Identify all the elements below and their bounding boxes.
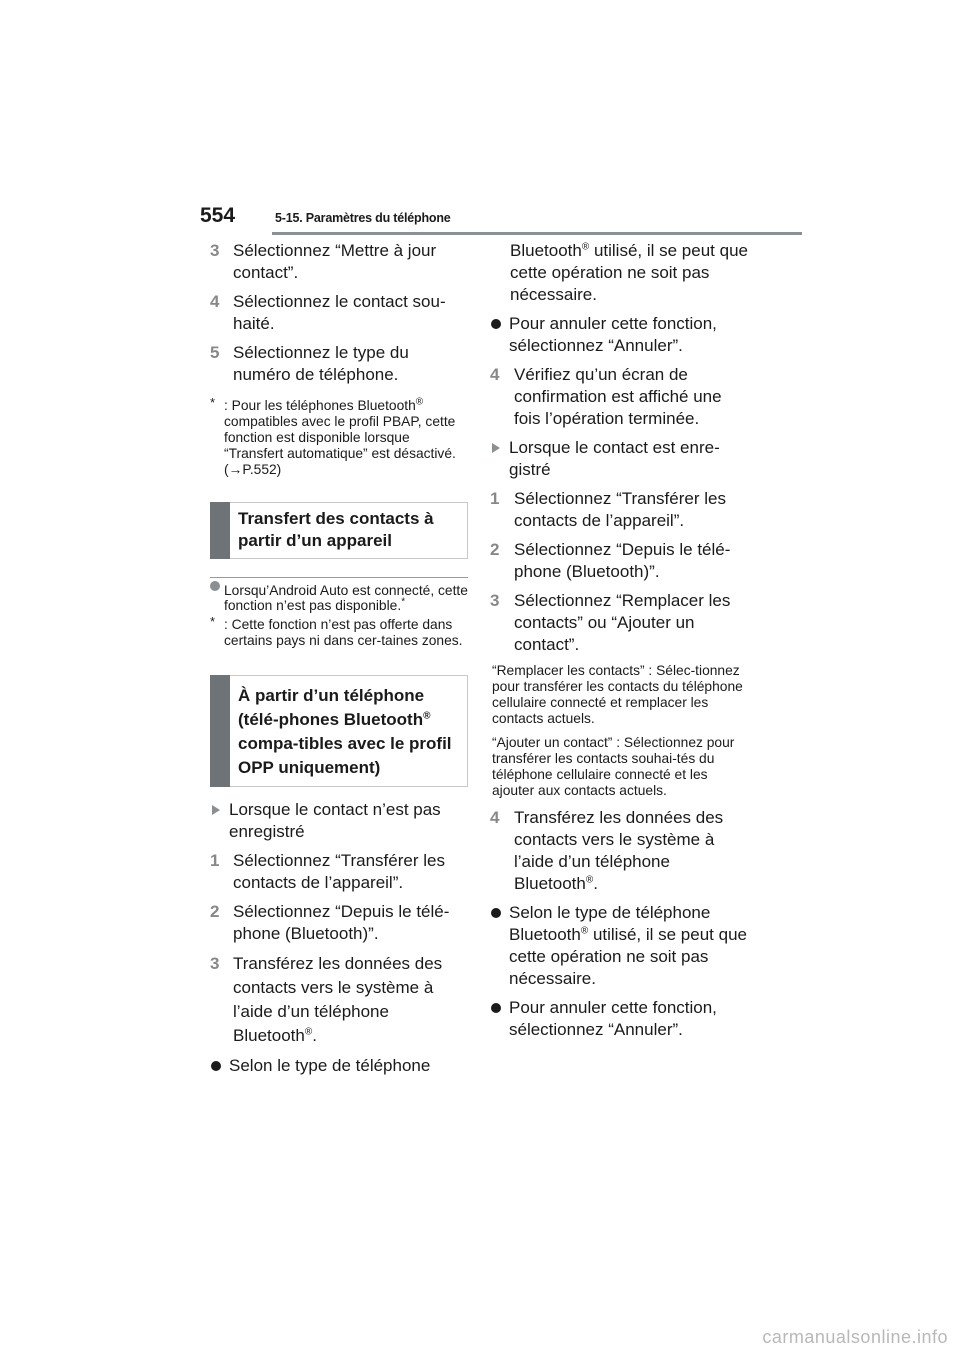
- step-3: [210, 240, 468, 284]
- bullet-text: Pour annuler cette fonction, sélectionnez “Annuler”.: [509, 314, 717, 355]
- continued-text-b: utilisé, il se peut que cette opération ne soit pas nécessaire.: [510, 241, 748, 304]
- step-2: [490, 539, 748, 583]
- page-number: 554: [200, 204, 236, 227]
- header-rule: [272, 232, 802, 235]
- section-heading-transfer: [210, 502, 468, 559]
- condition-not-registered: [210, 799, 468, 843]
- triangle-arrow-icon: [492, 443, 500, 453]
- heading-text: Transfert des contacts à partir d’un appareil: [238, 509, 434, 550]
- step-text: Sélectionnez “Depuis le télé-phone (Bluetooth)”.: [514, 540, 731, 581]
- step-number: 4: [490, 808, 500, 827]
- bullet-phone-type: [490, 902, 748, 990]
- step-number: 1: [490, 489, 500, 508]
- continued-text: [490, 240, 748, 306]
- step-number: 3: [210, 241, 220, 260]
- step-5: [210, 342, 468, 386]
- registered-icon: ®: [581, 241, 590, 253]
- condition-text: Lorsque le contact n’est pas enregistré: [229, 800, 441, 841]
- asterisk-icon: *: [210, 395, 216, 410]
- note-text: compatibles avec le profil PBAP, cette fonction est disponible lorsque “Transfert automatique” est désactivé. (→P.552): [224, 414, 456, 477]
- bullet-icon: [491, 1003, 501, 1013]
- asterisk-icon: *: [401, 596, 406, 608]
- bullet-text: Pour annuler cette fonction, sélectionnez “Annuler”.: [509, 998, 717, 1039]
- step-4: [210, 291, 468, 335]
- step-text: Transférez les données des contacts vers le système à l’aide d’un téléphone Bluetooth: [514, 808, 724, 893]
- step-text: Vérifiez qu’un écran de confirmation est affiché une fois l’opération terminée.: [514, 365, 722, 428]
- explanation-replace: “Remplacer les contacts” : Sélec-tionnez pour transférer les contacts du téléphone cellulaire connecté et remplacer les contacts actuels.: [492, 663, 743, 726]
- footnote-country: [210, 614, 468, 649]
- heading-text: À partir d’un téléphone (télé-phones Bluetooth: [238, 686, 425, 729]
- step-text: Sélectionnez le contact sou-haité.: [233, 292, 446, 333]
- bullet-icon: [491, 908, 501, 918]
- section-title: 5-15. Paramètres du téléphone: [275, 211, 451, 225]
- bullet-text: utilisé, il se peut que cette opération ne soit pas nécessaire.: [509, 925, 747, 988]
- explanation-add: “Ajouter un contact” : Sélectionnez pour transférer les contacts souhai-tés du téléphone cellulaire connecté et les ajouter aux contacts actuels.: [492, 735, 735, 798]
- asterisk-icon: *: [210, 614, 216, 629]
- step-text: Transférez les données des contacts vers le système à l’aide d’un téléphone Bluetooth: [233, 954, 443, 1045]
- step-4-transfer: 4 Transférez les données des contacts vers le système à l’aide d’un téléphone Bluetooth®.: [490, 808, 724, 893]
- step-number: 1: [210, 851, 220, 870]
- triangle-arrow-icon: [212, 805, 220, 815]
- info-text: Lorsqu’Android Auto est connecté, cette fonction n’est pas disponible.: [224, 583, 468, 613]
- step-number: 3: [490, 591, 500, 610]
- step-number: 5: [210, 343, 220, 362]
- continued-text-a: Bluetooth: [510, 241, 582, 260]
- registered-icon: ®: [585, 874, 594, 886]
- info-android-auto: [210, 577, 468, 613]
- step-text: Sélectionnez le type du numéro de téléphone.: [233, 343, 409, 384]
- step-4-confirm: [490, 364, 748, 430]
- step-number: 3: [210, 954, 220, 973]
- bullet-text: Selon le type de téléphone: [229, 1056, 431, 1075]
- heading-bar: [210, 502, 230, 559]
- right-column: [490, 240, 748, 1048]
- note-text: : Pour les téléphones Bluetooth: [224, 398, 416, 413]
- section-heading-opp: [210, 675, 468, 787]
- bullet-cancel: [490, 313, 748, 357]
- registered-icon: ®: [415, 396, 424, 408]
- step-text: Sélectionnez “Transférer les contacts de l’appareil”.: [233, 851, 445, 892]
- step-number: 2: [490, 540, 500, 559]
- heading-text: compa-tibles avec le profil OPP uniquement): [238, 734, 452, 777]
- step-number: 4: [490, 365, 500, 384]
- left-column: [210, 240, 468, 1084]
- footnote-pbap: [210, 395, 468, 478]
- note-text: : Cette fonction n’est pas offerte dans certains pays ni dans cer-taines zones.: [224, 617, 463, 648]
- page-header: [160, 200, 802, 236]
- step-number: 2: [210, 902, 220, 921]
- watermark: carmanualsonline.info: [762, 1327, 948, 1347]
- step-2: [210, 901, 468, 945]
- registered-icon: ®: [304, 1026, 313, 1038]
- step-text: Sélectionnez “Transférer les contacts de l’appareil”.: [514, 489, 726, 530]
- step-text: Sélectionnez “Mettre à jour contact”.: [233, 241, 437, 282]
- registered-icon: ®: [580, 925, 589, 937]
- bullet-cancel: [490, 997, 748, 1041]
- bullet-phone-type: [210, 1055, 468, 1077]
- step-3-transfer: 3 Transférez les données des contacts vers le système à l’aide d’un téléphone Bluetooth®.: [210, 954, 443, 1045]
- step-1: [210, 850, 468, 894]
- step-text: Sélectionnez “Depuis le télé-phone (Bluetooth)”.: [233, 902, 450, 943]
- bullet-icon: [491, 319, 501, 329]
- step-text: Sélectionnez “Remplacer les contacts” ou “Ajouter un contact”.: [514, 591, 731, 654]
- step-3-replace: [490, 590, 748, 656]
- condition-registered: [490, 437, 748, 481]
- heading-bar: [210, 675, 230, 787]
- condition-text: Lorsque le contact est enre-gistré: [509, 438, 720, 479]
- bullet-text: Selon le type de téléphone Bluetooth: [509, 903, 711, 944]
- info-bullet-icon: [210, 581, 220, 591]
- step-1: [490, 488, 748, 532]
- bullet-icon: [211, 1061, 221, 1071]
- registered-icon: ®: [423, 710, 431, 722]
- step-number: 4: [210, 292, 220, 311]
